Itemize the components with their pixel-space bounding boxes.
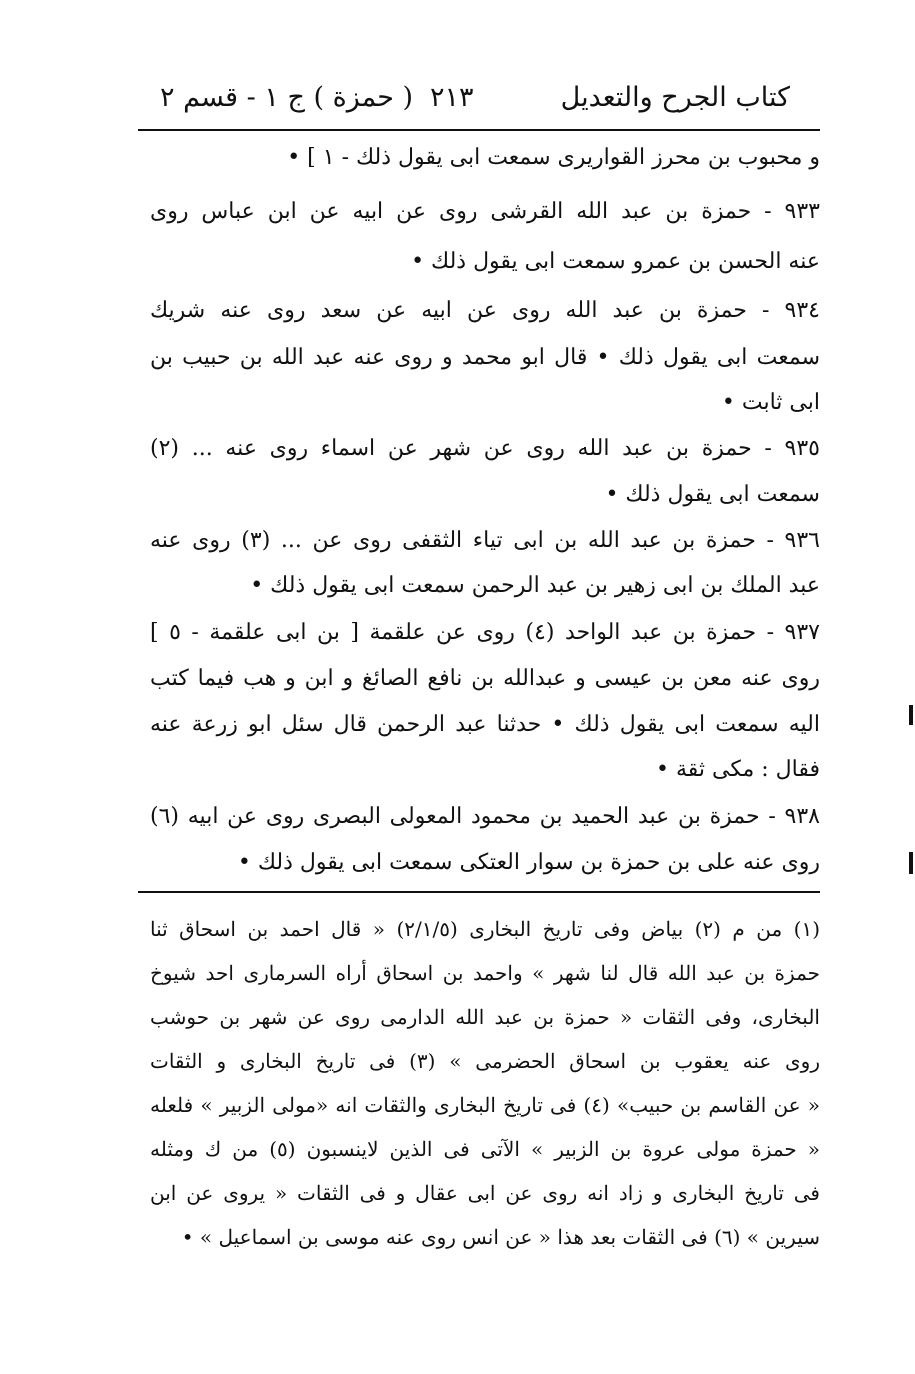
footnote-line: البخارى، وفى الثقات « حمزة بن عبد الله الدارمى روى عن شهر بن حوشب (150, 1005, 820, 1029)
page-header (140, 78, 820, 122)
text-line: عنه الحسن بن عمرو سمعت ابى يقول ذلك • (411, 249, 820, 274)
entry-933-line: ٩٣٣ - حمزة بن عبد الله القرشى روى عن ابيه عن ابن عباس روى (150, 199, 820, 224)
text-line: و محبوب بن محرز القواريرى سمعت ابى يقول ذلك - ١ ] • (287, 145, 820, 170)
text-line: سمعت ابى يقول ذلك • (605, 482, 820, 507)
scan-edge-mark (909, 705, 913, 725)
text-line: عبد الملك بن ابى زهير بن عبد الرحمن سمعت ابى يقول ذلك • (250, 573, 820, 598)
footnote-line: « عن القاسم بن حبيب» (٤) فى تاريخ البخارى والثقات انه «مولى الزبير » فلعله (150, 1093, 821, 1117)
text-line: فقال : مكى ثقة • (655, 757, 820, 782)
book-title: كتاب الجرح والتعديل (560, 82, 790, 113)
entry-937-line: ٩٣٧ - حمزة بن عبد الواحد (٤) روى عن علقمة [ بن ابى علقمة - ٥ ] (150, 620, 820, 645)
footnote-line: (١) من م (٢) بياض وفى تاريخ البخارى (٢/١/٥) « قال احمد بن اسحاق ثنا (150, 917, 821, 941)
footnote-line: حمزة بن عبد الله قال لنا شهر » واحمد بن اسحاق أراه السرمارى احد شيوخ (150, 961, 820, 985)
footnote-line: « حمزة مولى عروة بن الزبير » الآتى فى الذين لاينسبون (٥) من ك ومثله (150, 1137, 820, 1161)
text-line: سمعت ابى يقول ذلك • قال ابو محمد و روى عنه عبد الله بن حبيب بن (150, 345, 820, 370)
entry-936-line: ٩٣٦ - حمزة بن عبد الله بن ابى تياء الثقفى روى عن ... (٣) روى عنه (150, 528, 820, 553)
scan-edge-mark (909, 852, 913, 874)
footnote-line: فى تاريخ البخارى و زاد انه روى عن ابى عقال و فى الثقات « يروى عن ابن (150, 1181, 820, 1205)
footnote-divider (138, 891, 820, 893)
page-number: ٢١٣ (430, 82, 474, 113)
text-line: روى عنه على بن حمزة بن سوار العتكى سمعت ابى يقول ذلك • (237, 850, 820, 875)
entry-934-line: ٩٣٤ - حمزة بن عبد الله روى عن ابيه عن سعد روى عنه شريك (150, 298, 820, 323)
footnote-line: سيرين » (٦) فى الثقات بعد هذا « عن انس روى عنه موسى بن اسماعيل » • (181, 1225, 820, 1249)
text-line: ابى ثابت • (721, 390, 820, 415)
footnote-line: روى عنه يعقوب بن اسحاق الحضرمى » (٣) فى تاريخ البخارى و الثقات (150, 1049, 820, 1073)
text-line: اليه سمعت ابى يقول ذلك • حدثنا عبد الرحمن قال سئل ابو زرعة عنه (150, 712, 820, 737)
entry-938-line: ٩٣٨ - حمزة بن عبد الحميد بن محمود المعولى البصرى روى عن ابيه (٦) (150, 804, 820, 829)
text-line: روى عنه معن بن عيسى و عبدالله بن نافع الصائغ و ابن و هب فيما كتب (150, 666, 820, 691)
section-label: ( حمزة ) ج ١ - قسم ٢ (160, 82, 414, 113)
header-divider (138, 129, 820, 131)
entry-935-line: ٩٣٥ - حمزة بن عبد الله روى عن شهر عن اسماء روى عنه ... (٢) (150, 436, 820, 461)
